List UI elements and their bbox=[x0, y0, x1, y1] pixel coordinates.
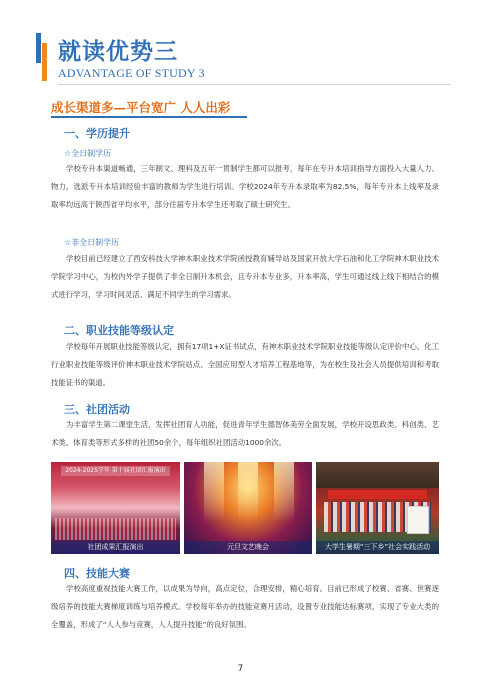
header-bar-orange bbox=[42, 43, 47, 81]
paragraph-fulltime: 学校专升本渠道畅通，三年制文、理科及五年一贯制学生都可以报考，每年在专升本培训指导方面投入大量人力、物力，选派专升本培训经验丰富的教师为学生进行培训。学校2024年专升本录取率为82.5%，每年专升本上线率及录取率均远高于陕西省平均水平，部分往届专升本学生还考取了硕士研究生。 bbox=[51, 164, 439, 209]
photo-caption: 大学生暑期“三下乡”社会实践活动 bbox=[316, 541, 439, 554]
photo-red-banner bbox=[328, 490, 427, 499]
photo-signboard bbox=[407, 506, 429, 534]
header-divider bbox=[58, 84, 450, 85]
header-bar-blue bbox=[36, 33, 41, 63]
section-title-skills-competition: 四、技能大赛 bbox=[64, 567, 130, 580]
section-title-education: 一、学历提升 bbox=[64, 127, 130, 140]
photo-summer-practice bbox=[316, 462, 439, 554]
photo-banner-text: 2024-2025学年 第十届社团汇报演出 bbox=[61, 466, 170, 476]
paragraph-skills-competition: 学校高度重视技能大赛工作，以成果为导向，高点定位，合理安排，精心培育。目前已形成了校赛、省赛、世赛逐级培养的技能大赛梯度训练与培养模式。学校每年举办的技能竞赛月活动，设置专业技能达标赛项，实现了专业大类的全覆盖，形成了“人人参与竞赛，人人提升技能”的良好氛围。 bbox=[51, 584, 439, 629]
photo-new-year-gala bbox=[184, 462, 312, 554]
page-subtitle: ADVANTAGE OF STUDY 3 bbox=[58, 66, 205, 80]
stage-light bbox=[274, 462, 294, 522]
page-number: 7 bbox=[237, 664, 244, 674]
photo-caption: 元旦文艺晚会 bbox=[184, 541, 312, 554]
stage-light bbox=[238, 462, 258, 522]
section-title-clubs: 三、社团活动 bbox=[64, 403, 130, 416]
header-accent-bars bbox=[36, 33, 50, 81]
photo-caption: 社团成果汇报演出 bbox=[51, 541, 180, 554]
section-title-skills-certification: 二、职业技能等级认定 bbox=[64, 324, 174, 337]
subsection-label-parttime: ☆非全日制学历 bbox=[64, 238, 120, 247]
paragraph-parttime: 学校目前已经建立了西安科技大学神木职业技术学院函授教育辅导站及国家开放大学石油和化工学院神木职业技术学院学习中心，为校内外学子提供了非全日制升本机会，且专升本专业多，升本率高，学生可通过线上线下相结合的模式进行学习，学习时间灵活、满足不同学生的学习需求。 bbox=[51, 254, 439, 299]
paragraph-clubs: 为丰富学生第二课堂生活，发挥社团育人功能，促进青年学生德智体美劳全面发展，学校开设思政类、科创类、艺术类、体育类等形式多样的社团50余个，每年组织社团活动1000余次。 bbox=[51, 420, 439, 447]
photo-roof bbox=[316, 462, 439, 488]
photo-performers bbox=[55, 518, 176, 540]
headline-underline bbox=[51, 116, 247, 118]
section-headline: 成长渠道多—平台宽广 人人出彩 bbox=[51, 100, 231, 115]
paragraph-skills-certification: 学校每年开展职业技能等级认定，拥有17项1+X证书试点，有神木职业技术学院职业技能等级认定评价中心、化工行业职业技能等级评价神木职业技术学院站点、全国应用型人才培养工程基地等，为在校生及社会人员提供培训和考取技能证书的渠道。 bbox=[51, 342, 439, 387]
photo-club-showcase bbox=[51, 462, 180, 554]
stage-light bbox=[204, 462, 224, 522]
subsection-label-fulltime: ☆全日制学历 bbox=[64, 149, 112, 158]
page-title: 就读优势三 bbox=[58, 39, 178, 65]
